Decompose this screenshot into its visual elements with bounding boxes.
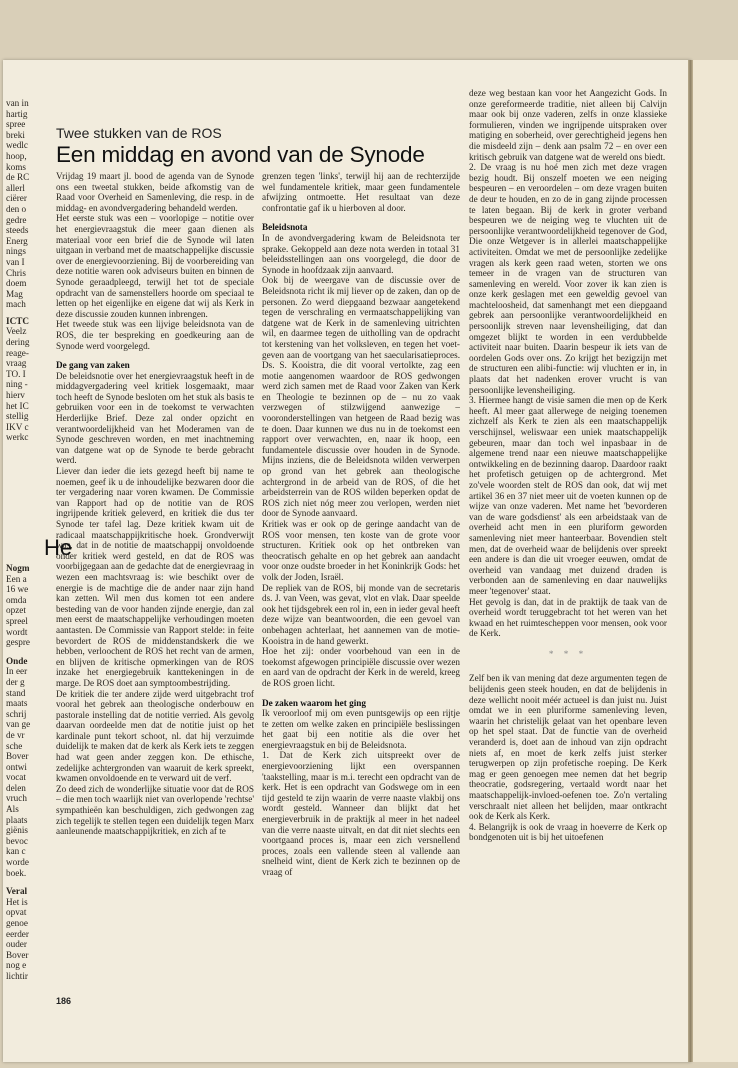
- line: doem: [6, 278, 27, 289]
- facing-subheading: Veral: [6, 886, 28, 897]
- paragraph: Het tweede stuk was een lijvige beleidsnota van de ROS, die ter bespreking en goedkeuring aan de Synode werd voorgelegd.: [56, 319, 254, 351]
- line: dering: [6, 337, 30, 348]
- line: hoop,: [6, 150, 27, 161]
- paragraph: Zelf ben ik van mening dat deze argumenten tegen de belijdenis geen steek houden, en dat de belijdenis in deze wellicht nooit méér actueel is dan juist nu. Juist omdat we in een pluriforme samenleving leven, waarin het christelijk gelaat van het openbare leven op het spel staat. Dat de functie van de overheid veranderd is, doet aan de inhoud van zijn opdracht niets af, en moet de kerk zelfs juist sterker terugwerpen op zijn profetische roeping. De Kerk mag er geen genoegen mee nemen dat het begrip theocratie, godsregering, vertaald wordt naar het maatschappelijk-invloed-oefenen toe. Zo'n vertaling verschraalt niet alleen het belijden, maar ontkracht ook de Kerk als Kerk.: [469, 673, 667, 822]
- line: Een a: [6, 573, 27, 584]
- line: nog e: [6, 960, 27, 971]
- line: Bover: [6, 751, 29, 762]
- section-heading: De gang van zaken: [56, 360, 130, 371]
- section-divider: * * *: [548, 648, 588, 659]
- paragraph: 2. De vraag is nu hoé men zich met deze vragen bezig houdt. Bij onszelf moeten we een neiging bespeuren – en veroordelen – om deze vragen buiten de deur te houden, en zo de in gang zijnde processen te laten begaan. Bij de kerk in groter verband bespeuren we de neiging weg te vluchten uit de persoonlijke verantwoordelijkheid tegenover de God, Die onze Wetgever is in allerlei maatschappelijke activiteiten. Omdat we met de persoonlijke zedelijke vragen als kerk geen raad weten, storten we ons temeer in de vragen van de structuren van samenleving en wereld. Voor zover ik kan zien is onze kerk geslagen met een geweldig gevoel van machteloosheid, dat samenhangt met een diepgaand gebrek aan persoonlijke verantwoordelijkheid en persoonlijk streven naar levensheiliging, dat dan omgezet blijkt te worden in een verdubbelde activiteit naar buiten. Daarin bespeur ik iets van de oordelen Gods over ons. Zo krijgt het bezigzijn met de structuren een alibi-functie: wij vluchten er in, in plaats dat het nadenken erover vrucht is van persoonlijke levensheiliging.: [469, 162, 667, 395]
- line: hartig: [6, 108, 28, 119]
- line: IKV c: [6, 421, 29, 432]
- line: omda: [6, 594, 27, 605]
- paragraph: 4. Belangrijk is ook de vraag in hoeverre de Kerk op bondgenoten uit is bij het uitoefenen: [469, 821, 667, 843]
- line: het IC: [6, 400, 29, 411]
- line: Veelz: [6, 326, 27, 337]
- facing-subheading: ICTC: [6, 315, 29, 326]
- paragraph: Ook bij de weergave van de discussie over de Beleidsnota richt ik mij liever op de zaken, dan op de personen. Zo werd diepgaand bezwaar aangetekend tegen de verschraling en vermaatschappelijking van datgene wat de Kerk in de samenleving uitrichten wil, en daarmee tegen de uitholling van de opdracht tot kerstening van het volksleven, en tegen het voet-geven aan de voortgang van het saecularisatieproces. Ds. S. Kooistra, die dit vooral vertolkte, zag een motie aangenomen waardoor de ROS gedwongen werd zich samen met de Raad voor Zaken van Kerk en Theologie te bezinnen op de – nu zo vaak verzwegen of stilzwijgend aanwezige – vooronderstellingen van hetgeen de Raad bezig was te doen. Daar kunnen we dus nu in de toekomst een rapport over verwachten, en, naar ik hoop, een fundamentele discussie over houden in de Synode. Mijns inziens, die de Beleidsnota wilden verwerpen op grond van het gebrek aan theologische achtergrond in de arbeid van de ROS, of die het arbeidsterrein van de ROS wilden beperken opdat de ROS zich niet nóg meer zou verlopen, werden niet door de Synode aanvaard.: [262, 275, 460, 519]
- paragraph: Liever dan ieder die iets gezegd heeft bij name te noemen, geef ik u de inhoudelijke bezwaren door die ter vergadering naar voren kwamen. De Commissie van Rapport had op de notitie van de ROS ingrijpende kritiek geleverd, en kritiek die dus ter Synode ter tafel lag. Deze kritiek kwam uit de radicaal maatschappijkritische hoek. Grondverwijt was, dat in de notitie de maatschappij onvoldoende onder kritiek werd gesteld, en dat de ROS was voorbijgegaan aan de gedachte dat de energievraag in wezen een machtsvraag is: wie beschikt over de energie is de machtige die de ander naar zijn hand kan zetten. Wil men dus komen tot een andere besteding van de voor handen zijnde energie, dan zal men eerst de maatschappelijke verhoudingen moeten aantasten. De Commissie van Rapport stelde: in feite bevordert de ROS de middenstandskerk die we hebben, verloochent de ROS het recht van de armen, en blijven de kritische opmerkingen van de ROS inzake het energiegebruik kanttekeningen in de marge. De ROS doet aan symptoombestrijding.: [56, 466, 254, 688]
- line: boek.: [6, 867, 27, 878]
- line: 16 we: [6, 584, 29, 595]
- paragraph: Hoe het zij: onder voorbehoud van een in de toekomst afgewogen principiële discussie over wezen en aard van de opdracht der Kerk in de wereld, kreeg de ROS groen licht.: [262, 646, 460, 688]
- article-column-3: [469, 88, 667, 1003]
- facing-page-text-bottom: [6, 563, 66, 982]
- paragraph: 1. Dat de Kerk zich uitspreekt over de energievoorziening lijkt een overspannen 'taakstelling, maar is m.i. terecht een opdracht van de kerk. Het is een opdracht van Godswege om in een tijd gesteld te zijn waarin de verre naaste vlakbij ons wordt gesteld. Wanneer dan blijkt dat het energieverbruik in de praktijk al meer in het nadeel van die verre naaste uitvalt, en dat dit niet slechts een voortgaand proces is, maar een zich versnellend proces, zoals een vallende steen al vallende aan snelheid wint, dient de Kerk zich te bezinnen op de vraag of: [262, 750, 460, 877]
- line: Mag: [6, 288, 23, 299]
- paragraph: In de avondvergadering kwam de Beleidsnota ter sprake. Gekoppeld aan deze nota werden in totaal 31 beleidsstellingen aan ons voorgelegd, die door de Synode in hoofdzaak zijn aanvaard.: [262, 232, 460, 275]
- line: TO. I: [6, 368, 26, 379]
- line: Bover: [6, 949, 29, 960]
- page-number: 186: [56, 996, 72, 1006]
- line: giënis: [6, 825, 28, 836]
- line: mach: [6, 299, 26, 310]
- paragraph: Ik veroorloof mij om even puntsgewijs op een rijtje te zetten om welke zaken en principiële beslissingen het gaat bij een notitie als die over het energievraagstuk en bij de Beleidsnota.: [262, 708, 460, 750]
- line: nings: [6, 246, 26, 257]
- line: Als: [6, 804, 19, 815]
- line: genoe: [6, 918, 28, 928]
- article-column-1: [56, 171, 254, 991]
- facing-headline: He: [44, 535, 73, 560]
- line: stand: [6, 687, 26, 698]
- line: Energ: [6, 235, 28, 246]
- line: van I: [6, 256, 25, 267]
- line: stellig: [6, 411, 29, 422]
- paragraph: Zo deed zich de wonderlijke situatie voor dat de ROS – die men toch waarlijk niet van overlopende 'rechtse' sympathieën kan beschuldigen, zich gedwongen zag zich tegelijk te stellen tegen een duidelijk tegen Marx aanleunende maatschappijkritiek, en zich af te: [56, 783, 254, 837]
- line: delen: [6, 782, 26, 793]
- line: gedre: [6, 214, 27, 225]
- line: In eer: [6, 666, 28, 677]
- line: vruch: [6, 793, 27, 804]
- facing-subheading: Onde: [6, 655, 28, 666]
- line: worde: [6, 857, 29, 868]
- line: eerder: [6, 928, 29, 939]
- line: koms: [6, 161, 26, 172]
- line: werkc: [6, 432, 29, 443]
- line: Het is: [6, 896, 28, 907]
- line: lichtir: [6, 970, 28, 981]
- paragraph: Het eerste stuk was een – voorlopige – notitie over het energievraagstuk die meer gaan dienen als materiaal voor een brief die de Synode wil laten uitgaan in verband met de maatschappelijke discussie over de energievoorziening. Bij de voorbereiding van deze notitie waren ook adviseurs buiten en binnen de Synode geraadpleegd, terwijl het tot de speciale opdracht van de samenstellers hoorde om speciaal te letten op het eigenlijke en eigene dat wij als Kerk in deze discussie zouden kunnen inbrengen.: [56, 213, 254, 319]
- line: sche: [6, 740, 23, 751]
- line: wordt: [6, 626, 28, 637]
- line: van ge: [6, 719, 31, 730]
- line: bevoc: [6, 835, 28, 846]
- line: hierv: [6, 390, 25, 401]
- line: opvat: [6, 907, 27, 918]
- line: breki: [6, 129, 25, 140]
- facing-subheading: Nogm: [6, 563, 30, 573]
- paragraph: De kritiek die ter andere zijde werd uitgebracht trof vooral het gebrek aan theologische onderbouw en pastorale instelling dat de notitie verried. Als gevolg daarvan oordeelde men dat de notitie juist op het kardinale punt tekort schoot, nl. dat hij verzuimde duidelijk te maken dat de kerk als Kerk iets te zeggen had wat geen ander zeggen kon. De ethische, zedelijke achtergronden van waaruit de kerk spreekt, kwamen onvoldoende en te verward uit de verf.: [56, 688, 254, 784]
- line: de RC: [6, 172, 30, 183]
- paragraph: Kritiek was er ook op de geringe aandacht van de ROS voor mensen, ten koste van de grote voor structuren. Kritiek ook op het ontbreken van theocratisch gehalte en op het gebrek aan aandacht voor onze oudste broeder in het Koninkrijk Gods: het volk der Joden, Israël.: [262, 519, 460, 582]
- line: wedlc: [6, 140, 28, 151]
- paragraph: Vrijdag 19 maart jl. bood de agenda van de Synode ons een tweetal stukken, beide afkomstig van de Raad voor Overheid en Samenleving, die resp. in de middag- en avondvergadering behandeld werden.: [56, 171, 254, 213]
- paragraph: grenzen tegen 'links', terwijl hij aan de rechterzijde wel fundamentele kritiek, maar geen fundamentele afwijzing ontmoette. Het resultaat van deze confrontatie gaf ik u hierboven al door.: [262, 171, 460, 213]
- facing-page-text-top: [6, 98, 66, 443]
- line: gespre: [6, 637, 30, 648]
- line: der g: [6, 676, 25, 687]
- line: vocat: [6, 772, 26, 783]
- line: plaats: [6, 814, 28, 825]
- paragraph: De repliek van de ROS, bij monde van de secretaris ds. J. van Veen, was gevat, vlot en vlak. Daar speelde ook het tijdsgebrek een rol in, een in ieder geval heeft deze wijze van beantwoorden, die een gevoel van onbehagen achterlaat, het aannemen van de motie-Kooistra in de hand gewerkt.: [262, 582, 460, 646]
- paragraph: deze weg bestaan kan voor het Aangezicht Gods. In onze gereformeerde traditie, niet alleen bij Calvijn maar ook bij onze vaderen, zelfs in onze klassieke formulieren, vinden we ingrijpende uitspraken over matiging en soberheid, over gerechtigheid jegens hen die misdeeld zijn – denk aan psalm 72 – en over een kritisch gebruik van datgene wat de wereld ons biedt.: [469, 88, 667, 162]
- line: ouder: [6, 939, 27, 950]
- line: spree: [6, 119, 26, 130]
- section-heading: De zaken waarom het ging: [262, 697, 366, 708]
- line: de vr: [6, 729, 25, 740]
- line: vraag: [6, 358, 27, 369]
- article-kicker: Twee stukken van de ROS: [56, 125, 222, 141]
- line: ning -: [6, 379, 28, 390]
- facing-page: [693, 60, 738, 1062]
- line: steeds: [6, 225, 29, 236]
- line: den o: [6, 203, 27, 214]
- section-heading: Beleidsnota: [262, 222, 308, 233]
- article-column-2: [262, 171, 460, 991]
- article-headline: Een middag en avond van de Synode: [56, 142, 425, 167]
- line: Chris: [6, 267, 26, 278]
- line: opzet: [6, 605, 26, 616]
- paragraph: Het gevolg is dan, dat in de praktijk de taak van de overheid wordt teruggebracht tot het weren van het kwaad en het ruimtescheppen voor mensen, ook voor de Kerk.: [469, 596, 667, 639]
- line: allerl: [6, 182, 25, 193]
- line: schrij: [6, 708, 27, 719]
- line: van in: [6, 98, 29, 108]
- line: ontwi: [6, 761, 27, 772]
- line: ciërer: [6, 193, 27, 204]
- paragraph: 3. Hiermee hangt de visie samen die men op de Kerk heeft. Al meer gaat allerwege de neiging toenemen zichzelf als Kerk te zien als een maatschappelijk verschijnsel, weliswaar een uniek maatschappelijk gebeuren, maar dan toch wel inpasbaar in de algemene trend naar een nieuwe maatschappelijke ontwikkeling en de bezinning daarop. Daardoor raakt het profetisch getuigen op de achtergrond. Met zo'vele woorden stelt de ROS dan ook, dat wij met artikel 36 en 37 niet meer uit de voeten kunnen op de wijze van onze vaderen. Met name het 'bevorderen van de ware godsdienst' als een arbeidstaak van de overheid acht men in een pluriform geworden samenleving niet meer hanteerbaar. Bovendien stelt men, dat de overheid waar de belijdenis over spreekt een andere is dan die uit vroeger eeuwen, omdat de overheid van vandaag met duizend draden is verbonden aan de samenleving en daar nauwelijks meer 'tegenover' staat.: [469, 395, 667, 596]
- line: reage-: [6, 347, 29, 358]
- line: spreel: [6, 615, 28, 626]
- paragraph: De beleidsnotie over het energievraagstuk heeft in de middagvergadering veel kritiek losgemaakt, maar toch heeft de Synode besloten om het stuk als basis te gebruiken voor een in de toekomst te verwachten Herderlijke Brief. Deze zal onder opzicht en verantwoordelijkheid van het Moderamen van de Synode geschreven worden, en met inachtneming van datgene wat op de Synode te berde gebracht werd.: [56, 370, 254, 466]
- line: maats: [6, 698, 28, 709]
- line: kan c: [6, 846, 26, 857]
